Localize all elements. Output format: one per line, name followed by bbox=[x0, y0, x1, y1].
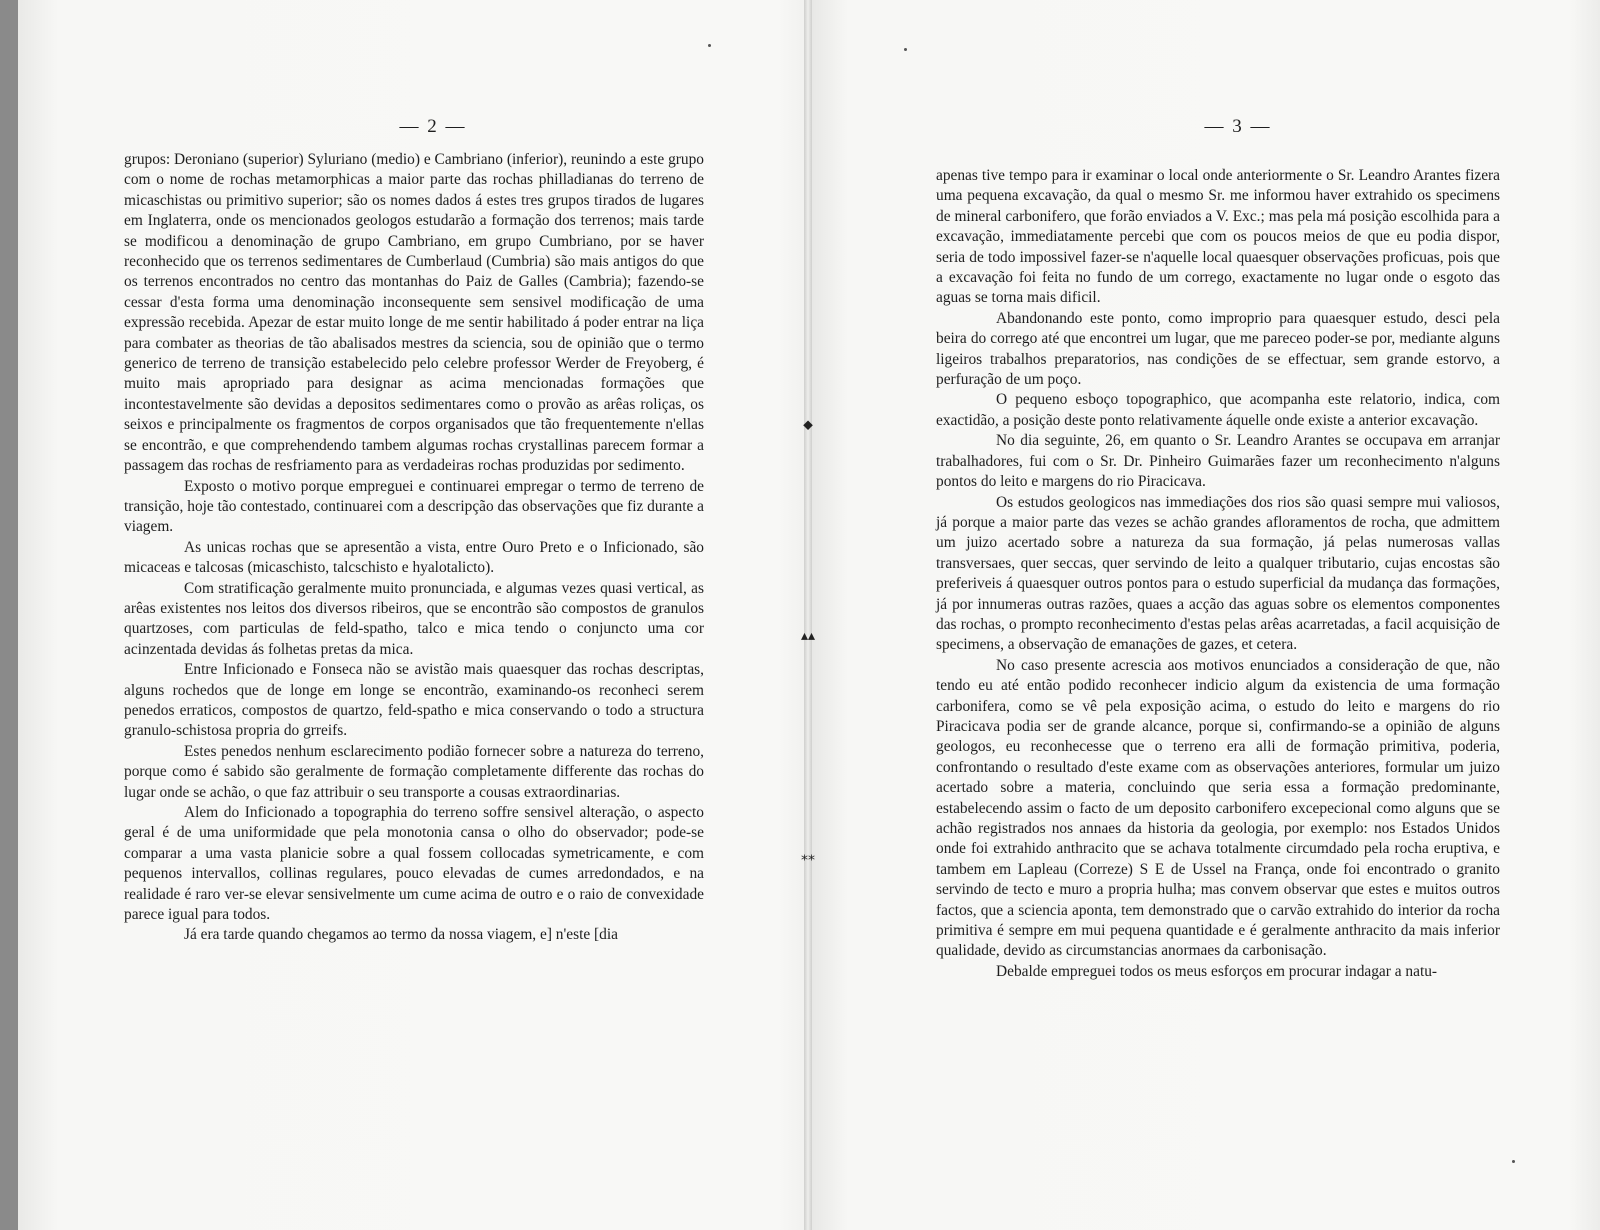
paragraph: Alem do Inficionado a topographia do terreno soffre sensivel alteração, o aspecto geral é de uma uniformidade que pela monotonia cansa o olho do observador; pode-se comparar a uma vasta planicie sobre a qual fossem collocadas symetricamente, e com pequenos intervallos, collinas regulares, pouco elevadas de cumes arredondados, e na realidade é raro ver-se elevar sensivelmente um cume acima de outro e o raio de convexidade parece igual para todos. bbox=[124, 804, 704, 924]
left-page-text bbox=[124, 150, 704, 946]
book-gutter bbox=[804, 0, 812, 1230]
binding-mark-icon: ▴▴ bbox=[800, 629, 816, 644]
page-number-left: — 2 — bbox=[399, 116, 467, 137]
paragraph: Já era tarde quando chegamos ao termo da nossa viagem, e] n'este [dia bbox=[184, 926, 618, 944]
paragraph: Exposto o motivo porque empreguei e continuarei empregar o termo de terreno de transição, hoje tão contestado, continuarei com a descripção das observações que fiz durante a viagem. bbox=[124, 477, 704, 536]
paragraph: grupos: Deroniano (superior) Syluriano (medio) e Cambriano (inferior), reunindo a este grupo com o nome de rochas metamorphicas a maior parte das rochas philladianas do terreno de micaschistas ou primitivo superior; são os nomes dados á estes tres grupos tirados de lugares em Inglaterra, onde os mencionados geologos estudarão a formação dos terrenos; mais tarde se modificou a denominação de grupo Cambriano, em grupo Cumbriano, por se haver reconhecido que os terrenos sedimentares de Cumberlaud (Cumbria) são mais antigos do que os terrenos encontrados no centro das montanhas do Paiz de Galles (Cambria); fazendo-se cessar d'esta forma uma denominação inconsequente sem sensivel modificação de uma expressão recebida. Apezar de estar muito longe de me sentir habilitado á poder entrar na liça para combater as theorias de tão abalisados mestres da sciencia, sou de opinião que o termo generico de terreno de transição estabelecido pelo celebre professor Werder de Freyoberg, é muito mais apropriado para designar as acima mencionadas formações que incontestavelmente são devidas a depositos sedimentares como o provão as arêas roliças, os seixos e principalmente os fragmentos de corpos organisados que tão frequentemente n'ellas se encontrão, e que comprehendendo tambem algumas rochas crystallinas parecem formar a passagem das rochas de resfriamento para as verdadeiras rochas produzidas por sedimento. bbox=[124, 151, 704, 475]
page-number-right: — 3 — bbox=[1204, 116, 1272, 137]
paragraph: Debalde empreguei todos os meus esforços em procurar indagar a natu- bbox=[996, 962, 1438, 980]
paper-speck bbox=[1512, 1160, 1515, 1163]
paragraph: Os estudos geologicos nas immediações dos rios são quasi sempre mui valiosos, já porque a maior parte das vezes se achão grandes afloramentos de rocha, que admittem um juizo acertado sobre a natureza da sua formação, já pelas numerosas vallas transversaes, quer seccas, quer servindo de leito a qualquer tributario, cujas encostas são preferiveis á quaesquer outros pontos para o estudo superficial da mudança das formações, já por innumeras outras razões, quaes a acção das aguas sobre os elementos componentes das rochas, o prompto reconhecimento d'estas pelas arêas acarretadas, a facil acquisição de specimens, a observação de emanações de gazes, et cetera. bbox=[936, 493, 1500, 654]
paragraph: Estes penedos nenhum esclarecimento podião fornecer sobre a natureza do terreno, porque como é sabido são geralmente de formação completamente differente das rochas do lugar onde se achão, o que faz attribuir o seu transporte a cousas extraordinarias. bbox=[124, 742, 704, 801]
paragraph: apenas tive tempo para ir examinar o local onde anteriormente o Sr. Leandro Arantes fizera uma pequena excavação, da qual o mesmo Sr. me informou haver extrahido os specimens de mineral carbonifero, que forão enviados a V. Exc.; mas pela má posição escolhida para a excavação, immediatamente percebi que com os poucos meios de que eu podia dispor, seria de todo impossivel fazer-se n'aquelle local quaesquer observações proficuas, pois que a excavação foi feita no fundo de um corrego, exactamente no lugar onde o esgoto das aguas se torna mais dificil. bbox=[936, 167, 1500, 307]
paragraph: No caso presente acrescia aos motivos enunciados a consideração de que, não tendo eu até então podido reconhecer indicio algum da existencia de uma formação carbonifera, como se vê pela exposição acima, o estudo do leito e margens do rio Piracicava podia ser de grande alcance, porque si, confirmando-se a opinião de alguns geologos, eu reconhecesse que o terreno era alli de formação primitiva, poderia, confrontando o resultado d'este exame com as observações anteriores, formular um juizo acertado sobre a materia, concluindo que seria essa a formação predominante, estabelecendo assim o facto de um deposito carbonifero excepecional como alguns que se achão registrados nos annaes da historia da geologia, por exemplo: nos Estados Unidos onde foi extrahido anthracito que se achava totalmente circumdado pela rocha eruptiva, e tambem em Lapleau (Correze) S E de Ussel na França, onde foi encontrado o granito servindo de tecto e muro a propria hulha; mas convem observar que estes e muitos outros factos, que a sciencia aponta, tem demonstrado que o carvão extrahido do interior da rocha primitiva é sempre em mui pequena quantidade e é geralmente anthracito da mais inferior qualidade, devido as circumstancias anormaes da carbonisação. bbox=[936, 656, 1500, 960]
paragraph: As unicas rochas que se apresentão a vista, entre Ouro Preto e o Inficionado, são micaceas e talcosas (micaschisto, talcschisto e hyalotalicto). bbox=[124, 538, 704, 577]
paragraph: Com stratificação geralmente muito pronunciada, e algumas vezes quasi vertical, as arêas existentes nos leitos dos diversos ribeiros, que se encontrão são compostos de granulos quartzoses, com particulas de feld-spatho, talco e mica tendo o conjuncto uma cor acinzentada devidas ás folhetas pretas da mica. bbox=[124, 579, 704, 658]
paper-speck bbox=[904, 48, 907, 51]
paragraph: Entre Inficionado e Fonseca não se avistão mais quaesquer das rochas descriptas, alguns rochedos que de longe em longe se encontrão, examinando-os reconheci serem penedos erraticos, compostos de quartzo, feld-spatho e mica conservando o todo a structura granulo-schistosa propria do grreifs. bbox=[124, 661, 704, 740]
paper-speck bbox=[708, 44, 711, 47]
binding-mark-icon: ⬥ bbox=[803, 418, 813, 433]
right-page bbox=[808, 0, 1600, 1230]
paragraph: O pequeno esboço topographico, que acompanha este relatorio, indica, com exactidão, a posição deste ponto relativamente áquelle onde existe a anterior excavação. bbox=[936, 391, 1500, 429]
right-page-text bbox=[936, 166, 1500, 982]
paragraph: No dia seguinte, 26, em quanto o Sr. Leandro Arantes se occupava em arranjar trabalhadores, fui com o Sr. Dr. Pinheiro Guimarães fazer um reconhecimento n'alguns pontos do leito e margens do rio Piracicava. bbox=[936, 432, 1500, 491]
paragraph: Abandonando este ponto, como improprio para quaesquer estudo, desci pela beira do corrego até que encontrei um lugar, que me pareceo poder-se por, mediante alguns ligeiros trabalhos preparatorios, nas condições de se effectuar, sem grande estorvo, a perfuração de um poço. bbox=[936, 309, 1500, 389]
binding-mark-icon: ⁎⁎ bbox=[801, 849, 815, 864]
